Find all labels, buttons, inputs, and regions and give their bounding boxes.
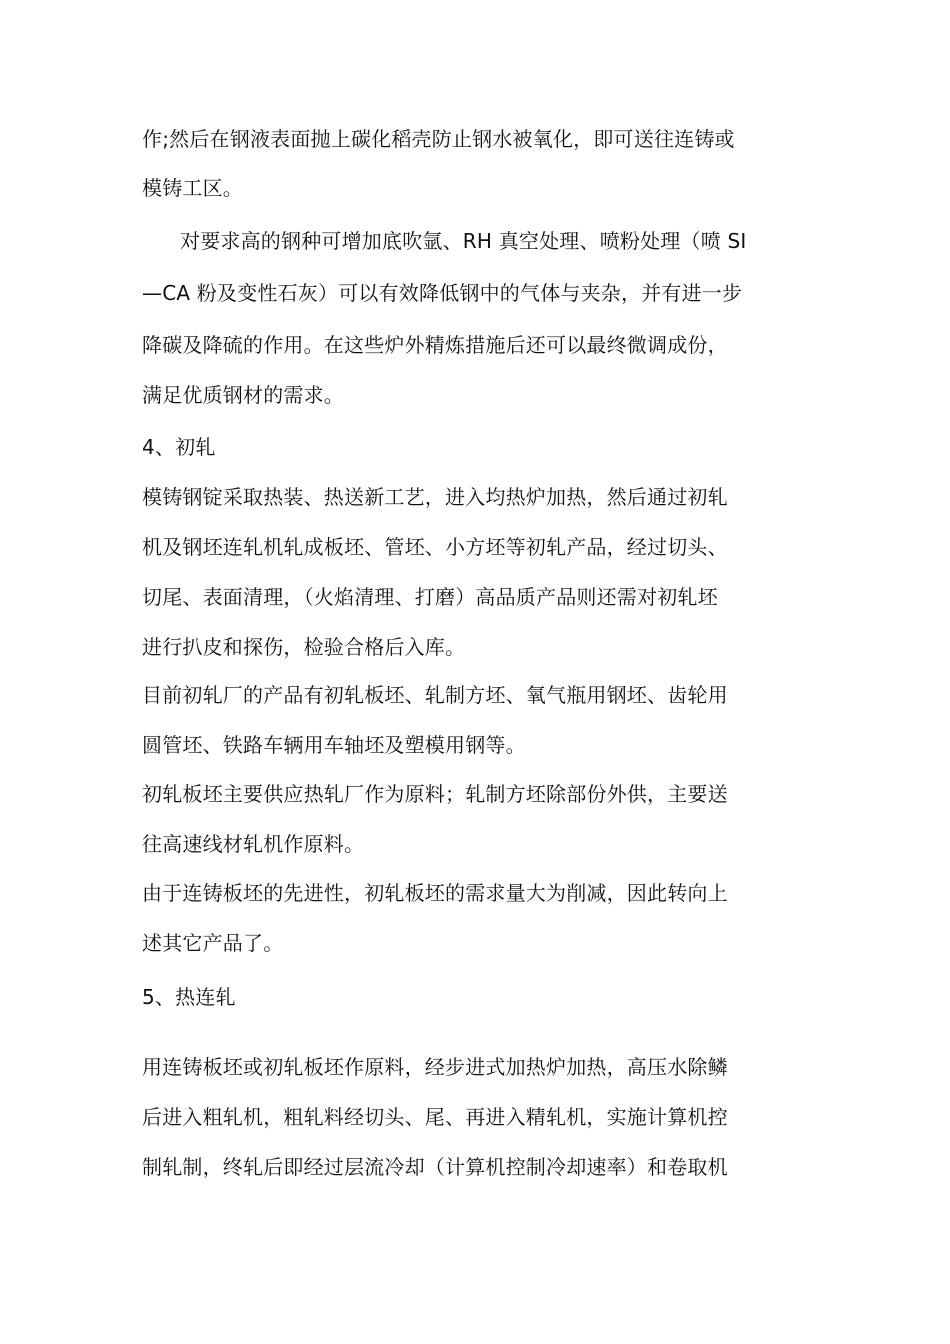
text-line: —CA 粉及变性石灰）可以有效降低钢中的气体与夹杂，并有进一步 — [142, 281, 743, 305]
text-line: 切尾、表面清理，（火焰清理、打磨）高品质产品则还需对初轧坯 — [142, 585, 718, 609]
section-heading: 4、初轧 — [142, 435, 216, 459]
text-line: 初轧板坯主要供应热轧厂作为原料；轧制方坯除部份外供，主要送 — [142, 782, 728, 806]
text-line: 满足优质钢材的需求。 — [142, 383, 344, 407]
text-line: 往高速线材轧机作原料。 — [142, 832, 365, 856]
text-line: 后进入粗轧机，粗轧料经切头、尾、再进入精轧机，实施计算机控 — [142, 1105, 728, 1129]
text-line: 述其它产品了。 — [142, 931, 284, 955]
paragraph-first-line: 对要求高的钢种可增加底吹氩、RH 真空处理、喷粉处理（喷 SI — [180, 229, 747, 253]
text-line: 制轧制，终轧后即经过层流冷却（计算机控制冷却速率）和卷取机 — [142, 1155, 728, 1179]
text-line: 作;然后在钢液表面抛上碳化稻壳防止钢水被氧化，即可送往连铸或 — [142, 127, 735, 151]
text-line: 模铸钢锭采取热装、热送新工艺，进入均热炉加热，然后通过初轧 — [142, 485, 728, 509]
text-line: 进行扒皮和探伤，检验合格后入库。 — [142, 635, 466, 659]
text-line: 降碳及降硫的作用。在这些炉外精炼措施后还可以最终微调成份， — [142, 333, 728, 357]
text-line: 由于连铸板坯的先进性，初轧板坯的需求量大为削减，因此转向上 — [142, 881, 728, 905]
text-line: 机及钢坯连轧机轧成板坯、管坯、小方坯等初轧产品，经过切头、 — [142, 535, 728, 559]
text-line: 圆管坯、铁路车辆用车轴坯及塑模用钢等。 — [142, 733, 526, 757]
section-heading: 5、热连轧 — [142, 985, 236, 1009]
text-line: 目前初轧厂的产品有初轧板坯、轧制方坯、氧气瓶用钢坯、齿轮用 — [142, 683, 728, 707]
text-line: 模铸工区。 — [142, 176, 243, 200]
text-line: 用连铸板坯或初轧板坯作原料，经步进式加热炉加热，高压水除鳞 — [142, 1055, 728, 1079]
